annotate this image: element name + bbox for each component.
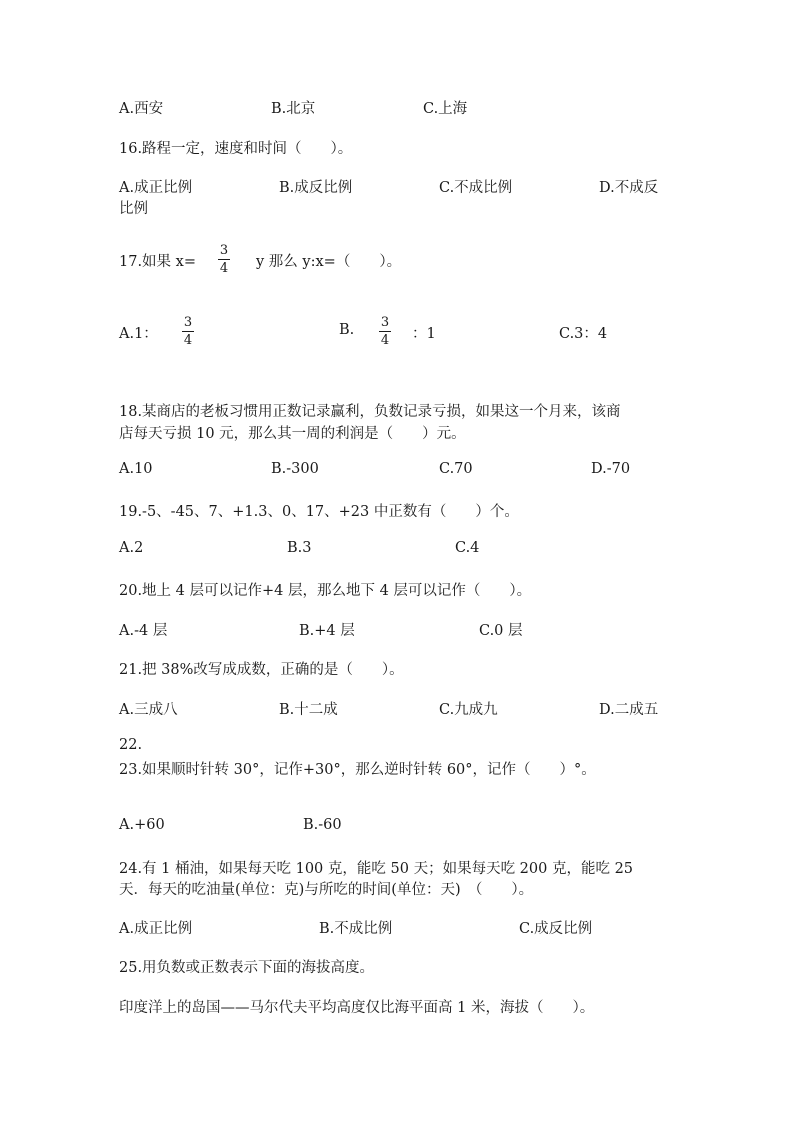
q16-option-c: C.不成比例: [439, 180, 513, 196]
q24-option-b: B.不成比例: [319, 921, 393, 937]
q18-stem-line2: 店每天亏损 10 元，那么其一周的利润是（ ）元。: [119, 426, 466, 442]
q17-option-b-num: 3: [380, 315, 390, 330]
q17-option-a-den: 4: [183, 333, 193, 348]
q18-stem-line1: 18.某商店的老板习惯用正数记录赢利，负数记录亏损，如果这一个月来，该商: [119, 404, 621, 420]
q17-option-b-post: ：1: [412, 326, 436, 342]
q20-option-c: C.0 层: [479, 623, 523, 639]
q17-option-b-den: 4: [380, 333, 390, 348]
q22-stem: 22.: [119, 737, 143, 753]
q17-option-c: C.3：4: [559, 326, 608, 342]
q21-option-a: A.三成八: [119, 702, 178, 718]
q16-option-b: B.成反比例: [279, 180, 353, 196]
q18-option-c: C.70: [439, 461, 473, 477]
q18-option-a: A.10: [119, 461, 153, 477]
q18-option-b: B.-300: [271, 461, 319, 477]
q20-stem: 20.地上 4 层可以记作+4 层，那么地下 4 层可以记作（ ）。: [119, 583, 532, 599]
fraction-bar: [182, 331, 194, 332]
q17-fraction: [218, 243, 230, 276]
q17-option-a: A.1：: [119, 326, 158, 342]
q17-stem-pre: 17.如果 x=: [119, 254, 196, 270]
q23-option-b: B.-60: [303, 817, 342, 833]
q21-option-c: C.九成九: [439, 702, 498, 718]
fraction-bar: [379, 331, 391, 332]
q21-stem: 21.把 38%改写成成数，正确的是（ ）。: [119, 662, 404, 678]
q17-fraction-den: 4: [219, 261, 229, 276]
q20-option-a: A.-4 层: [119, 623, 168, 639]
q21-option-b: B.十二成: [279, 702, 338, 718]
q15-option-b: B.北京: [271, 101, 316, 117]
q16-option-d-cont: 比例: [119, 201, 148, 217]
q23-option-a: A.+60: [119, 817, 165, 833]
q16-option-d: D.不成反: [599, 180, 659, 196]
q24-stem-line1: 24.有 1 桶油，如果每天吃 100 克，能吃 50 天；如果每天吃 200 克，能吃 25: [119, 861, 634, 877]
q19-option-b: B.3: [287, 540, 312, 556]
q19-option-c: C.4: [455, 540, 480, 556]
q19-option-a: A.2: [119, 540, 144, 556]
q20-option-b: B.+4 层: [299, 623, 355, 639]
q17-option-b-fraction: [379, 315, 391, 348]
q17-fraction-num: 3: [219, 243, 229, 258]
q15-option-c: C.上海: [423, 101, 468, 117]
q23-stem: 23.如果顺时针转 30°，记作+30°，那么逆时针转 60°，记作（ ）°。: [119, 762, 596, 778]
q25-body: 印度洋上的岛国——马尔代夫平均高度仅比海平面高 1 米，海拔（ ）。: [119, 1000, 595, 1016]
q17-option-a-num: 3: [183, 315, 193, 330]
q25-stem: 25.用负数或正数表示下面的海拔高度。: [119, 960, 375, 976]
q24-stem-line2: 天．每天的吃油量(单位：克)与所吃的时间(单位：天) （ ）。: [119, 882, 534, 898]
q15-option-a: A.西安: [119, 101, 164, 117]
q17-stem-post: y 那么 y:x=（ ）。: [256, 254, 402, 270]
q24-option-a: A.成正比例: [119, 921, 193, 937]
q16-option-a: A.成正比例: [119, 180, 193, 196]
q17-option-b: B.: [339, 322, 355, 338]
q21-option-d: D.二成五: [599, 702, 659, 718]
q16-stem: 16.路程一定，速度和时间（ ）。: [119, 141, 353, 157]
q24-option-c: C.成反比例: [519, 921, 593, 937]
fraction-bar: [218, 259, 230, 260]
q18-option-d: D.-70: [591, 461, 631, 477]
q17-option-a-fraction: [182, 315, 194, 348]
q19-stem: 19.-5、-45、7、+1.3、0、17、+23 中正数有（ ）个。: [119, 504, 519, 520]
